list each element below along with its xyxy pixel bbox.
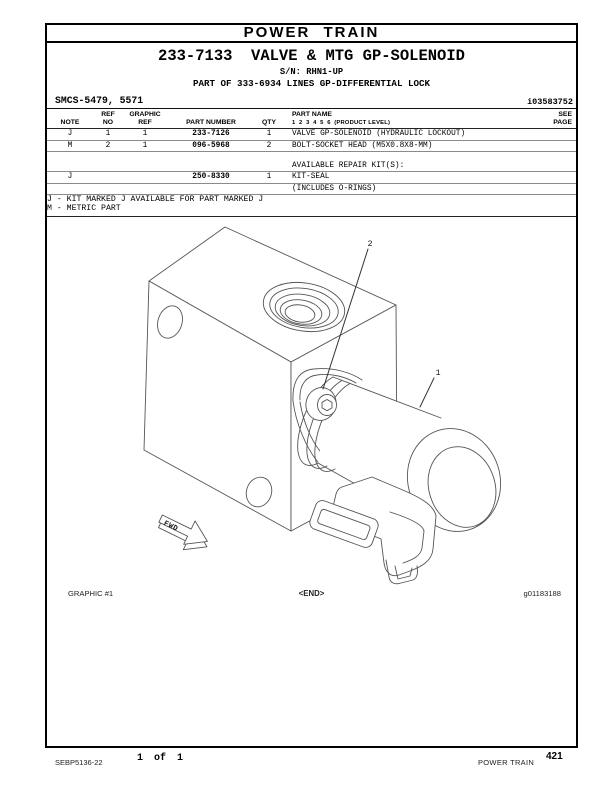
footnote-m: M - METRIC PART — [47, 203, 121, 213]
row-part-name: KIT-SEAL — [292, 173, 330, 181]
row-see-page — [529, 129, 576, 140]
graphic-id: g01183188 — [523, 589, 561, 598]
graphic-caption: GRAPHIC #1 — [68, 589, 114, 598]
col-header-note: NOTE — [60, 119, 80, 126]
kit-note-row — [47, 184, 576, 196]
page-title: 233-7133 VALVE & MTG GP-SOLENOID — [158, 47, 465, 65]
table-footnotes — [47, 195, 576, 217]
col-header-part-number: PART NUMBER — [186, 119, 236, 126]
footnote-j: J - KIT MARKED J AVAILABLE FOR PART MARKED J — [47, 195, 264, 204]
footer-page-number: 421 — [546, 751, 563, 762]
section-header: POWER TRAIN — [45, 23, 578, 43]
callout-2-label: 2 — [367, 239, 373, 249]
row-part-number: 250-8330 — [192, 173, 230, 181]
row-part-number: 233-7126 — [192, 130, 230, 138]
smcs-code: SMCS-5479, 5571 — [55, 95, 144, 106]
parts-table — [47, 109, 576, 217]
table-blank-row — [47, 152, 576, 161]
serial-number-line: S/N: RHN1-UP — [279, 67, 344, 77]
row-see-page — [529, 141, 576, 152]
document-id: i03583752 — [527, 97, 573, 107]
footer-section: POWER TRAIN — [478, 758, 535, 767]
table-row — [47, 141, 576, 153]
row-note: J — [67, 130, 73, 138]
part-of-line: PART OF 333-6934 LINES GP-DIFFERENTIAL LOCK — [192, 78, 431, 89]
repair-kit-header: AVAILABLE REPAIR KIT(S): — [292, 161, 405, 170]
row-graphic-ref — [123, 172, 167, 183]
row-graphic-ref: 1 — [142, 130, 148, 138]
col-header-graphic-ref: GRAPHIC REF — [129, 111, 161, 126]
callout-1-leader — [420, 378, 434, 407]
col-header-part-name: PART NAME 1 2 3 4 5 6 (PRODUCT LEVEL) — [292, 111, 391, 126]
valve-assembly-drawing — [45, 218, 578, 596]
row-part-name: BOLT-SOCKET HEAD (M5X0.8X8-MM) — [292, 141, 433, 150]
footer-page-info: 1 of 1 — [137, 753, 184, 764]
row-qty: 1 — [266, 130, 272, 138]
row-ref-no: 2 — [105, 141, 111, 150]
row-note: M — [67, 141, 73, 150]
row-part-number: 096-5968 — [192, 141, 230, 150]
row-ref-no: 1 — [105, 130, 111, 138]
row-graphic-ref: 1 — [142, 141, 148, 150]
col-header-see-page: SEE PAGE — [553, 111, 572, 126]
footer-doc-code: SEBP5136-22 — [55, 758, 103, 767]
fwd-arrow-label: FWD — [162, 519, 180, 534]
table-row-kit — [47, 172, 576, 184]
fwd-arrow — [155, 507, 214, 559]
row-note: J — [67, 173, 73, 181]
row-see-page — [529, 172, 576, 183]
table-header-row — [47, 109, 576, 129]
row-qty: 2 — [266, 141, 272, 150]
callout-1-label: 1 — [435, 368, 441, 378]
row-qty: 1 — [266, 173, 272, 181]
row-part-name: VALVE GP-SOLENOID (HYDRAULIC LOCKOUT) — [292, 130, 466, 138]
col-header-qty: QTY — [262, 119, 276, 126]
smcs-row — [47, 95, 576, 109]
repair-kit-header-row — [47, 161, 576, 173]
kit-note: (INCLUDES O-RINGS) — [292, 184, 377, 193]
row-ref-no — [93, 172, 123, 183]
table-row — [47, 129, 576, 141]
col-header-ref-no: REF NO — [101, 111, 115, 126]
end-marker: <END> — [298, 589, 325, 598]
